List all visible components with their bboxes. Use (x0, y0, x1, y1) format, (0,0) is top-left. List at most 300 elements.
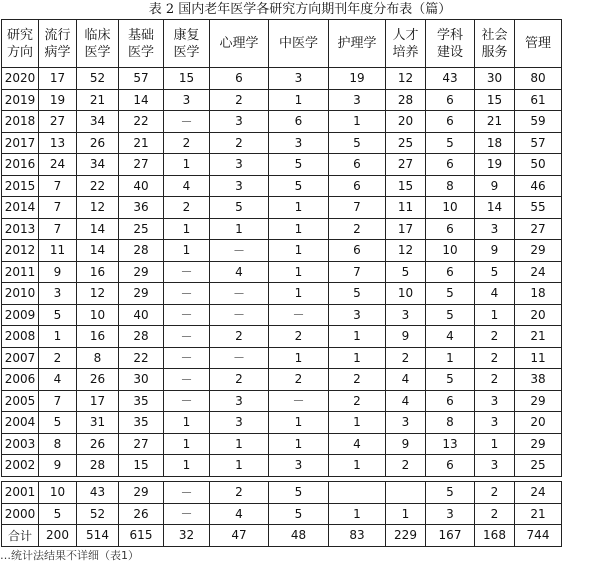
count-cell: 80 (515, 68, 562, 90)
count-cell: 3 (475, 455, 515, 477)
count-cell: 17 (386, 218, 426, 240)
count-cell: 1 (164, 240, 210, 262)
count-cell: 2 (386, 347, 426, 369)
count-cell: 13 (426, 433, 475, 455)
count-cell: 13 (39, 132, 77, 154)
count-cell: 3 (210, 390, 269, 412)
count-cell: 12 (386, 240, 426, 262)
count-cell: 5 (329, 132, 386, 154)
count-cell: 83 (329, 525, 386, 547)
header-cell: 管理 (515, 20, 562, 68)
count-cell: 2 (210, 326, 269, 348)
count-cell: 3 (39, 283, 77, 305)
count-cell: 7 (329, 261, 386, 283)
header-row (2, 20, 562, 68)
table-row (2, 111, 562, 133)
count-cell: 1 (269, 283, 329, 305)
count-cell: 8 (77, 347, 119, 369)
count-cell: 40 (119, 304, 164, 326)
table-row (2, 240, 562, 262)
count-cell: 25 (119, 218, 164, 240)
count-cell: 9 (386, 326, 426, 348)
count-cell: － (164, 482, 210, 504)
year-cell: 2020 (2, 68, 39, 90)
header-cell: 流行 病学 (39, 20, 77, 68)
count-cell: 1 (269, 347, 329, 369)
count-cell: 24 (515, 482, 562, 504)
count-cell: 20 (515, 412, 562, 434)
count-cell: － (269, 390, 329, 412)
count-cell: － (164, 390, 210, 412)
count-cell: 5 (39, 503, 77, 525)
count-cell: 26 (77, 433, 119, 455)
table-row (2, 433, 562, 455)
count-cell: 6 (210, 68, 269, 90)
count-cell: 22 (119, 111, 164, 133)
table-row (2, 175, 562, 197)
count-cell: － (164, 111, 210, 133)
table-row (2, 197, 562, 219)
count-cell: 35 (119, 412, 164, 434)
table-row (2, 89, 562, 111)
count-cell: 1 (329, 503, 386, 525)
count-cell: 2 (329, 218, 386, 240)
count-cell: 2 (164, 132, 210, 154)
count-cell: － (164, 503, 210, 525)
count-cell: 1 (475, 433, 515, 455)
table-row (2, 369, 562, 391)
table-row (2, 132, 562, 154)
count-cell: 9 (386, 433, 426, 455)
count-cell: 1 (269, 433, 329, 455)
table-row (2, 390, 562, 412)
count-cell: 7 (39, 175, 77, 197)
count-cell: 4 (475, 283, 515, 305)
count-cell: 1 (210, 455, 269, 477)
count-cell: 2 (210, 369, 269, 391)
count-cell: 6 (426, 154, 475, 176)
count-cell: 61 (515, 89, 562, 111)
count-cell: 19 (39, 89, 77, 111)
year-cell: 2012 (2, 240, 39, 262)
count-cell: 14 (77, 218, 119, 240)
count-cell: 3 (164, 89, 210, 111)
table-row (2, 326, 562, 348)
count-cell: 6 (426, 261, 475, 283)
count-cell: 1 (269, 240, 329, 262)
count-cell: 229 (386, 525, 426, 547)
count-cell: 3 (329, 89, 386, 111)
count-cell: 5 (39, 304, 77, 326)
count-cell: 57 (119, 68, 164, 90)
count-cell: 27 (515, 218, 562, 240)
year-cell: 2013 (2, 218, 39, 240)
count-cell: 16 (77, 326, 119, 348)
year-cell: 2004 (2, 412, 39, 434)
count-cell: 2 (475, 482, 515, 504)
table-row (2, 503, 562, 525)
count-cell: 4 (329, 433, 386, 455)
count-cell: 1 (164, 455, 210, 477)
count-cell: 6 (426, 111, 475, 133)
count-cell: 11 (515, 347, 562, 369)
count-cell: 40 (119, 175, 164, 197)
table-row (2, 261, 562, 283)
count-cell: 6 (269, 111, 329, 133)
count-cell: 2 (475, 369, 515, 391)
count-cell: 1 (269, 197, 329, 219)
count-cell: 2 (475, 347, 515, 369)
count-cell: － (164, 283, 210, 305)
count-cell: 47 (210, 525, 269, 547)
count-cell: 3 (475, 218, 515, 240)
count-cell: 29 (515, 433, 562, 455)
footnote-cut: …统计法结果不详细（表1） (0, 549, 139, 562)
count-cell: 18 (475, 132, 515, 154)
count-cell: － (210, 240, 269, 262)
header-cell: 研究 方向 (2, 20, 39, 68)
count-cell: 3 (210, 412, 269, 434)
header-cell: 临床 医学 (77, 20, 119, 68)
count-cell: 4 (210, 503, 269, 525)
table-row (2, 154, 562, 176)
count-cell: 2 (269, 326, 329, 348)
count-cell: 10 (77, 304, 119, 326)
count-cell: 2 (39, 347, 77, 369)
count-cell: 5 (210, 197, 269, 219)
count-cell: 1 (329, 347, 386, 369)
count-cell: 2 (386, 455, 426, 477)
count-cell: 3 (210, 154, 269, 176)
count-cell: 9 (475, 175, 515, 197)
table-row (2, 304, 562, 326)
count-cell: 35 (119, 390, 164, 412)
count-cell: 52 (77, 503, 119, 525)
table-row (2, 482, 562, 504)
table-row (2, 525, 562, 547)
count-cell: 26 (77, 132, 119, 154)
count-cell: － (210, 283, 269, 305)
count-cell: 19 (329, 68, 386, 90)
count-cell: 4 (426, 326, 475, 348)
count-cell: 8 (39, 433, 77, 455)
count-cell: 615 (119, 525, 164, 547)
header-cell: 人才 培养 (386, 20, 426, 68)
distribution-table-continued (1, 481, 562, 547)
count-cell: 3 (386, 304, 426, 326)
count-cell (329, 482, 386, 504)
count-cell: 10 (386, 283, 426, 305)
count-cell: 3 (426, 503, 475, 525)
count-cell: 3 (269, 132, 329, 154)
count-cell: 7 (39, 218, 77, 240)
table-row (2, 283, 562, 305)
header-cell: 中医学 (269, 20, 329, 68)
count-cell: 21 (77, 89, 119, 111)
count-cell: 5 (269, 503, 329, 525)
count-cell: － (164, 326, 210, 348)
count-cell: 12 (77, 283, 119, 305)
count-cell: 5 (39, 412, 77, 434)
year-cell: 2000 (2, 503, 39, 525)
count-cell: 1 (329, 412, 386, 434)
table-row (2, 68, 562, 90)
count-cell: 55 (515, 197, 562, 219)
count-cell: 28 (119, 326, 164, 348)
count-cell: 11 (39, 240, 77, 262)
count-cell: 5 (426, 482, 475, 504)
count-cell: 168 (475, 525, 515, 547)
count-cell: 1 (164, 433, 210, 455)
count-cell: 31 (77, 412, 119, 434)
count-cell: 48 (269, 525, 329, 547)
count-cell: 20 (515, 304, 562, 326)
table-row (2, 347, 562, 369)
count-cell: 32 (164, 525, 210, 547)
year-cell: 2014 (2, 197, 39, 219)
count-cell: 4 (164, 175, 210, 197)
count-cell: 1 (386, 503, 426, 525)
count-cell: 4 (210, 261, 269, 283)
count-cell: 59 (515, 111, 562, 133)
count-cell: 5 (426, 369, 475, 391)
header-cell: 康复 医学 (164, 20, 210, 68)
count-cell: 52 (77, 68, 119, 90)
count-cell: 2 (475, 503, 515, 525)
count-cell: 5 (386, 261, 426, 283)
count-cell: 15 (475, 89, 515, 111)
count-cell: 6 (426, 390, 475, 412)
year-cell: 2015 (2, 175, 39, 197)
count-cell: 4 (386, 390, 426, 412)
count-cell: 3 (386, 412, 426, 434)
count-cell: 17 (39, 68, 77, 90)
count-cell: 29 (119, 482, 164, 504)
count-cell: 11 (386, 197, 426, 219)
table-caption: 表 2 国内老年医学各研究方向期刊年度分布表（篇） (148, 2, 452, 17)
year-cell: 2018 (2, 111, 39, 133)
count-cell: 25 (515, 455, 562, 477)
count-cell: 12 (77, 197, 119, 219)
count-cell: 22 (77, 175, 119, 197)
count-cell: 10 (426, 197, 475, 219)
count-cell: 43 (426, 68, 475, 90)
count-cell: 1 (329, 326, 386, 348)
count-cell: 28 (386, 89, 426, 111)
count-cell: 1 (269, 218, 329, 240)
year-cell: 合计 (2, 525, 39, 547)
count-cell: 21 (475, 111, 515, 133)
count-cell: 27 (119, 154, 164, 176)
year-cell: 2010 (2, 283, 39, 305)
count-cell: 6 (329, 240, 386, 262)
count-cell: 9 (475, 240, 515, 262)
count-cell: 1 (164, 412, 210, 434)
count-cell: 1 (269, 412, 329, 434)
count-cell: 1 (39, 326, 77, 348)
header-cell: 社会 服务 (475, 20, 515, 68)
count-cell: － (210, 304, 269, 326)
count-cell: 26 (77, 369, 119, 391)
count-cell: 24 (39, 154, 77, 176)
count-cell: 6 (426, 455, 475, 477)
count-cell: 5 (269, 154, 329, 176)
count-cell: 1 (269, 261, 329, 283)
count-cell: 3 (329, 304, 386, 326)
year-cell: 2008 (2, 326, 39, 348)
year-cell: 2001 (2, 482, 39, 504)
count-cell: 8 (426, 412, 475, 434)
count-cell: 12 (386, 68, 426, 90)
year-cell: 2016 (2, 154, 39, 176)
count-cell: 50 (515, 154, 562, 176)
count-cell: 4 (386, 369, 426, 391)
count-cell: 38 (515, 369, 562, 391)
count-cell: 200 (39, 525, 77, 547)
count-cell: 5 (426, 132, 475, 154)
year-cell: 2009 (2, 304, 39, 326)
count-cell: 14 (77, 240, 119, 262)
distribution-table (1, 19, 562, 477)
count-cell: 24 (515, 261, 562, 283)
header-cell: 学科 建设 (426, 20, 475, 68)
count-cell: 30 (475, 68, 515, 90)
count-cell: 1 (329, 111, 386, 133)
count-cell: 3 (210, 111, 269, 133)
table-row (2, 412, 562, 434)
count-cell: 34 (77, 111, 119, 133)
year-cell: 2017 (2, 132, 39, 154)
count-cell: 10 (39, 482, 77, 504)
count-cell: 21 (515, 503, 562, 525)
count-cell: 18 (515, 283, 562, 305)
count-cell: 1 (426, 347, 475, 369)
count-cell: 27 (119, 433, 164, 455)
count-cell: 5 (426, 304, 475, 326)
count-cell: 29 (119, 261, 164, 283)
count-cell: 1 (210, 218, 269, 240)
count-cell: 30 (119, 369, 164, 391)
count-cell: 28 (119, 240, 164, 262)
header-cell: 护理学 (329, 20, 386, 68)
count-cell: 34 (77, 154, 119, 176)
count-cell: 4 (39, 369, 77, 391)
year-cell: 2006 (2, 369, 39, 391)
count-cell: 20 (386, 111, 426, 133)
count-cell: 36 (119, 197, 164, 219)
count-cell: 3 (269, 68, 329, 90)
count-cell: 1 (164, 218, 210, 240)
count-cell: 2 (329, 369, 386, 391)
count-cell: 26 (119, 503, 164, 525)
count-cell: 21 (515, 326, 562, 348)
header-cell: 基础 医学 (119, 20, 164, 68)
count-cell: 29 (119, 283, 164, 305)
count-cell: － (164, 261, 210, 283)
count-cell: 28 (77, 455, 119, 477)
count-cell: 3 (475, 390, 515, 412)
count-cell: 1 (164, 154, 210, 176)
count-cell: 2 (210, 132, 269, 154)
count-cell: 14 (475, 197, 515, 219)
count-cell: － (164, 304, 210, 326)
count-cell: 7 (329, 197, 386, 219)
count-cell: 6 (329, 175, 386, 197)
count-cell: 22 (119, 347, 164, 369)
count-cell: 744 (515, 525, 562, 547)
count-cell: 9 (39, 261, 77, 283)
year-cell: 2011 (2, 261, 39, 283)
count-cell: 6 (426, 218, 475, 240)
count-cell: 3 (210, 175, 269, 197)
count-cell: － (269, 304, 329, 326)
count-cell: 46 (515, 175, 562, 197)
count-cell: 2 (210, 482, 269, 504)
count-cell: 2 (475, 326, 515, 348)
count-cell: 7 (39, 390, 77, 412)
count-cell: 5 (269, 175, 329, 197)
year-cell: 2002 (2, 455, 39, 477)
count-cell: 21 (119, 132, 164, 154)
count-cell: 2 (210, 89, 269, 111)
count-cell: 14 (119, 89, 164, 111)
count-cell (386, 482, 426, 504)
count-cell: 6 (426, 89, 475, 111)
count-cell: 9 (39, 455, 77, 477)
year-cell: 2019 (2, 89, 39, 111)
count-cell: 5 (475, 261, 515, 283)
count-cell: 17 (77, 390, 119, 412)
count-cell: 1 (210, 433, 269, 455)
count-cell: － (164, 347, 210, 369)
year-cell: 2003 (2, 433, 39, 455)
count-cell: 1 (475, 304, 515, 326)
header-cell: 心理学 (210, 20, 269, 68)
count-cell: 514 (77, 525, 119, 547)
count-cell: 15 (119, 455, 164, 477)
count-cell: 1 (269, 89, 329, 111)
count-cell: 5 (269, 482, 329, 504)
count-cell: 19 (475, 154, 515, 176)
table-row (2, 455, 562, 477)
count-cell: 27 (39, 111, 77, 133)
count-cell: 3 (475, 412, 515, 434)
count-cell: － (210, 347, 269, 369)
count-cell: 5 (426, 283, 475, 305)
count-cell: 8 (426, 175, 475, 197)
count-cell: 27 (386, 154, 426, 176)
count-cell: 43 (77, 482, 119, 504)
count-cell: 6 (329, 154, 386, 176)
count-cell: 29 (515, 240, 562, 262)
count-cell: 16 (77, 261, 119, 283)
table-row (2, 218, 562, 240)
year-cell: 2007 (2, 347, 39, 369)
count-cell: 25 (386, 132, 426, 154)
count-cell: 10 (426, 240, 475, 262)
count-cell: － (164, 369, 210, 391)
count-cell: 29 (515, 390, 562, 412)
count-cell: 15 (386, 175, 426, 197)
year-cell: 2005 (2, 390, 39, 412)
count-cell: 2 (269, 369, 329, 391)
count-cell: 15 (164, 68, 210, 90)
count-cell: 1 (329, 455, 386, 477)
count-cell: 2 (164, 197, 210, 219)
count-cell: 5 (329, 283, 386, 305)
count-cell: 2 (329, 390, 386, 412)
count-cell: 7 (39, 197, 77, 219)
